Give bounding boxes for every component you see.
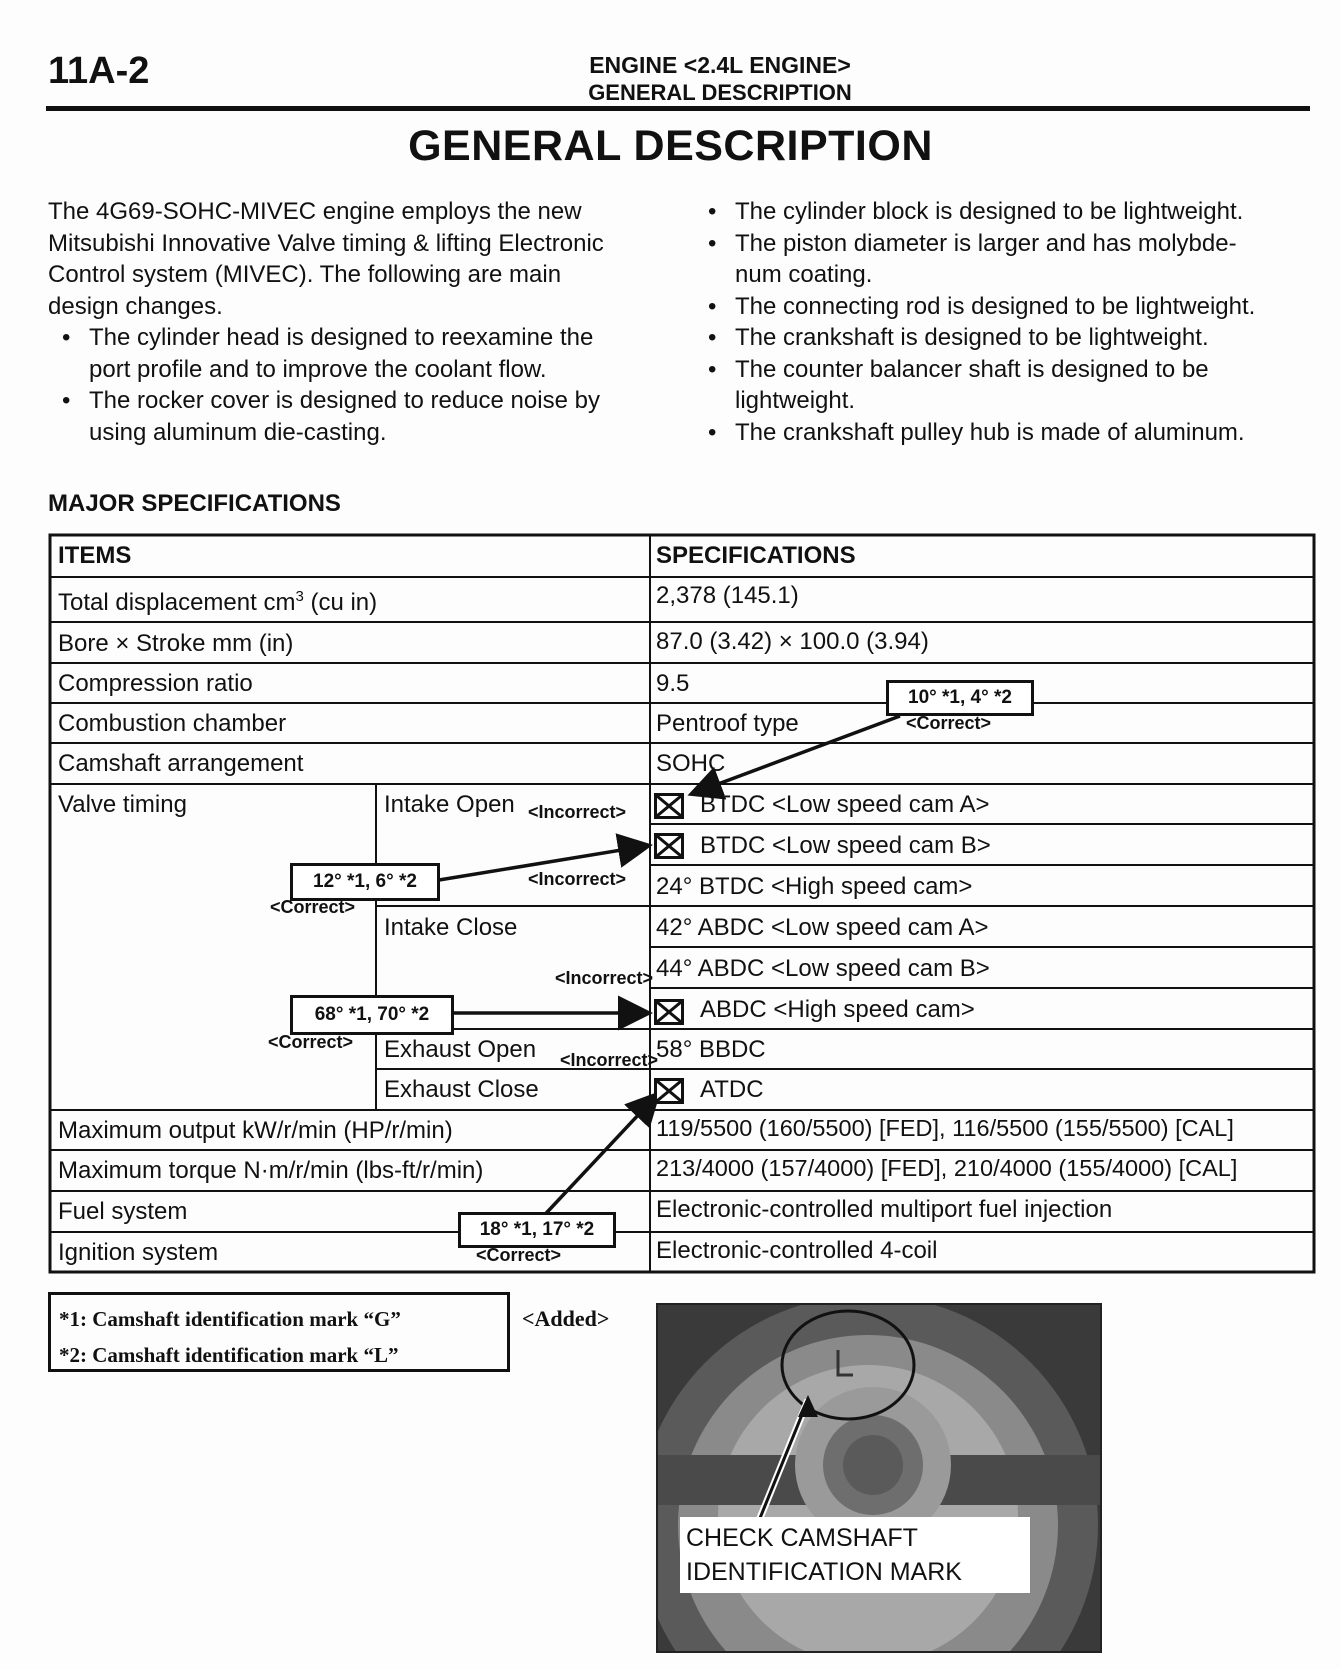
crossed-out-value-icon bbox=[654, 999, 684, 1025]
value-intake-open-high: 24° BTDC <High speed cam> bbox=[656, 873, 973, 900]
incorrect-tag: <Incorrect> bbox=[555, 968, 654, 988]
intro-line: Mitsubishi Innovative Valve timing & lifting Electronic bbox=[48, 229, 604, 257]
column-header-items: ITEMS bbox=[58, 542, 132, 569]
section-title-line2: GENERAL DESCRIPTION bbox=[588, 80, 852, 105]
row-value-displacement: 2,378 (145.1) bbox=[656, 582, 799, 609]
column-header-specifications: SPECIFICATIONS bbox=[656, 542, 856, 569]
row-value-fuel: Electronic-controlled multiport fuel injection bbox=[656, 1196, 1113, 1223]
value-intake-close-b: 44° ABDC <Low speed cam B> bbox=[656, 955, 990, 982]
row-label-output: Maximum output kW/r/min (HP/r/min) bbox=[58, 1117, 453, 1144]
list-item: • The counter balancer shaft is designed to be lightweight. bbox=[694, 354, 1324, 417]
row-value-torque: 213/4000 (157/4000) [FED], 210/4000 (155/4000) [CAL] bbox=[656, 1155, 1238, 1181]
row-label-fuel: Fuel system bbox=[58, 1198, 188, 1225]
row-label-torque: Maximum torque N·m/r/min (lbs-ft/r/min) bbox=[58, 1157, 484, 1184]
crossed-out-value-icon bbox=[654, 833, 684, 859]
value-exhaust-close: ATDC bbox=[700, 1076, 764, 1103]
row-value-compression: 9.5 bbox=[656, 670, 690, 697]
row-label-compression: Compression ratio bbox=[58, 670, 253, 697]
camshaft-image bbox=[658, 1305, 1102, 1653]
list-item: • The cylinder block is designed to be lightweight. bbox=[694, 196, 1324, 228]
note-1: *1: Camshaft identification mark “G” bbox=[59, 1307, 401, 1331]
list-item: • The piston diameter is larger and has molybde- num coating. bbox=[694, 228, 1324, 291]
specifications-heading: MAJOR SPECIFICATIONS bbox=[48, 490, 341, 517]
value-intake-close-high: ABDC <High speed cam> bbox=[700, 996, 975, 1023]
value-intake-close-a: 42° ABDC <Low speed cam A> bbox=[656, 914, 989, 941]
row-label-ignition: Ignition system bbox=[58, 1239, 219, 1266]
row-value-output: 119/5500 (160/5500) [FED], 116/5500 (155/5500) [CAL] bbox=[656, 1115, 1234, 1141]
photo-caption: CHECK CAMSHAFT IDENTIFICATION MARK bbox=[680, 1517, 1030, 1593]
incorrect-tag: <Incorrect> bbox=[528, 869, 627, 889]
intro-line: Control system (MIVEC). The following are main bbox=[48, 261, 562, 288]
page-title: GENERAL DESCRIPTION bbox=[408, 122, 933, 170]
list-item: • The rocker cover is designed to reduce noise by using aluminum die-casting. bbox=[48, 385, 668, 448]
row-value-ignition: Electronic-controlled 4-coil bbox=[656, 1237, 938, 1264]
row-value-camshaft: SOHC bbox=[656, 750, 726, 777]
correct-tag: <Correct> bbox=[476, 1245, 562, 1265]
crossed-out-value-icon bbox=[654, 1078, 684, 1104]
value-intake-open-b: BTDC <Low speed cam B> bbox=[700, 832, 991, 859]
row-value-bore: 87.0 (3.42) × 100.0 (3.94) bbox=[656, 628, 929, 655]
crossed-out-value-icon bbox=[654, 793, 684, 819]
page-number: 11A-2 bbox=[48, 50, 150, 92]
correct-tag: <Correct> bbox=[270, 897, 356, 917]
row-label-bore: Bore × Stroke mm (in) bbox=[58, 630, 294, 657]
correction-callout: 18° *1, 17° *2 bbox=[458, 1212, 616, 1248]
sub-label-intake-open: Intake Open bbox=[384, 791, 515, 818]
correction-callout: 68° *1, 70° *2 bbox=[290, 995, 454, 1035]
row-label-camshaft: Camshaft arrangement bbox=[58, 750, 304, 777]
row-value-chamber: Pentroof type bbox=[656, 710, 799, 737]
intro-line: The 4G69-SOHC-MIVEC engine employs the new bbox=[48, 198, 582, 225]
camshaft-photo bbox=[656, 1303, 1102, 1653]
incorrect-tag: <Incorrect> bbox=[560, 1050, 659, 1070]
note-2: *2: Camshaft identification mark “L” bbox=[59, 1343, 399, 1367]
correct-tag: <Correct> bbox=[906, 713, 992, 733]
sub-label-exhaust-close: Exhaust Close bbox=[384, 1076, 539, 1103]
row-label-displacement: Total displacement $cm^3$ (cu in) bbox=[58, 588, 378, 616]
intro-line: design changes. bbox=[48, 292, 223, 320]
row-label-chamber: Combustion chamber bbox=[58, 710, 287, 737]
row-label-valve-timing: Valve timing bbox=[58, 791, 187, 818]
correction-callout: 12° *1, 6° *2 bbox=[290, 863, 440, 901]
value-exhaust-open: 58° BBDC bbox=[656, 1036, 766, 1063]
added-tag: <Added> bbox=[522, 1306, 610, 1331]
list-item: • The connecting rod is designed to be lightweight. bbox=[694, 291, 1324, 323]
correct-tag: <Correct> bbox=[268, 1032, 354, 1052]
sub-label-exhaust-open: Exhaust Open bbox=[384, 1036, 537, 1063]
sub-label-intake-close: Intake Close bbox=[384, 914, 518, 941]
value-intake-open-a: BTDC <Low speed cam A> bbox=[700, 791, 990, 818]
list-item: • The cylinder head is designed to reexamine the port profile and to improve the coolant flow. bbox=[48, 322, 668, 385]
list-item: • The crankshaft pulley hub is made of aluminum. bbox=[694, 417, 1324, 449]
camshaft-notes bbox=[48, 1292, 510, 1372]
list-item: • The crankshaft is designed to be lightweight. bbox=[694, 322, 1324, 354]
incorrect-tag: <Incorrect> bbox=[528, 802, 627, 822]
section-title-line1: ENGINE <2.4L ENGINE> bbox=[589, 52, 851, 78]
correction-callout: 10° *1, 4° *2 bbox=[886, 680, 1034, 716]
